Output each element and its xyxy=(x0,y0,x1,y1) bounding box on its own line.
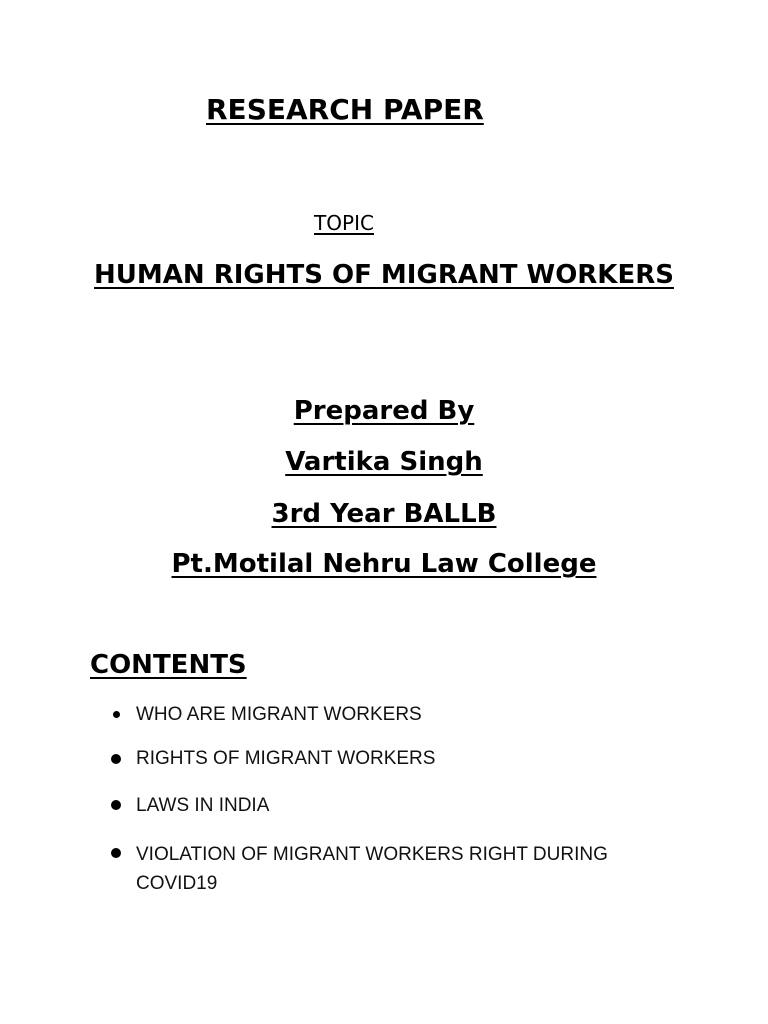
list-item-label: RIGHTS OF MIGRANT WORKERS xyxy=(136,748,436,769)
list-item-label: WHO ARE MIGRANT WORKERS xyxy=(136,704,422,725)
author-name: Vartika Singh xyxy=(285,447,483,477)
topic-title: HUMAN RIGHTS OF MIGRANT WORKERS xyxy=(94,260,674,290)
contents-heading: CONTENTS xyxy=(90,650,247,680)
topic-label: TOPIC xyxy=(314,211,374,235)
bullet-icon xyxy=(113,711,120,718)
prepared-by-label: Prepared By xyxy=(293,396,475,426)
document-heading: RESEARCH PAPER xyxy=(206,93,484,126)
list-item-label: VIOLATION OF MIGRANT WORKERS RIGHT DURING COVID19 xyxy=(136,844,608,894)
bullet-icon xyxy=(111,800,121,810)
author-year: 3rd Year BALLB xyxy=(271,499,497,529)
author-college: Pt.Motilal Nehru Law College xyxy=(171,549,597,579)
list-item-label: LAWS IN INDIA xyxy=(136,795,270,816)
bullet-icon xyxy=(111,754,121,764)
bullet-icon xyxy=(111,848,121,858)
